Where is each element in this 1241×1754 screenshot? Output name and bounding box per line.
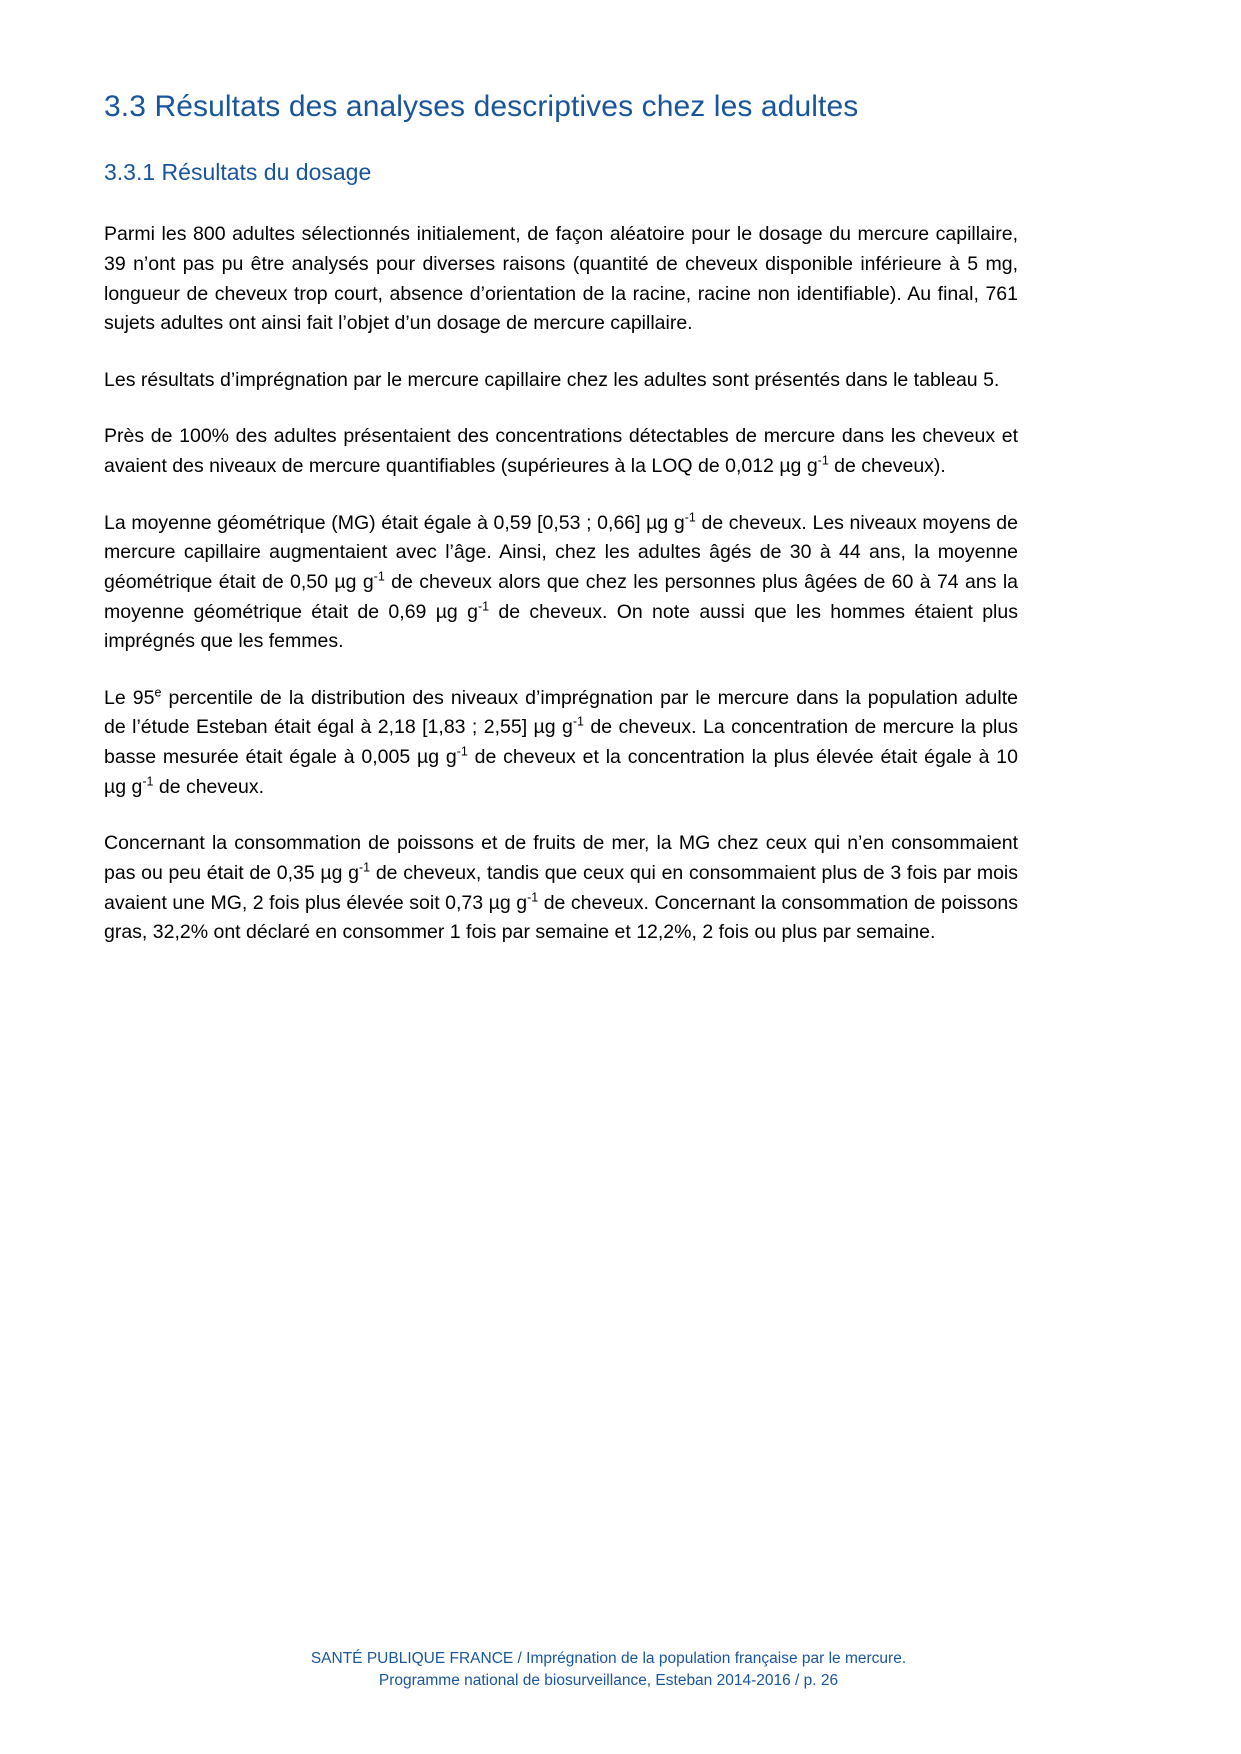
paragraph-results-reference [104, 366, 1018, 396]
section-heading: 3.3 Résultats des analyses descriptives chez les adultes [104, 90, 859, 123]
paragraph-text-b: de cheveux, tandis que ceux qui en consommaient plus de 3 fois par mois avaient une MG, 2 fois plus élevée soit 0,73 µg g [104, 861, 1019, 914]
superscript-exponent: -1 [373, 569, 385, 584]
paragraph-text-d: de cheveux. On note aussi que les hommes étaient plus imprégnés que les femmes. [104, 600, 1018, 653]
subsection-heading: 3.3.1 Résultats du dosage [104, 158, 372, 185]
paragraph-text-a: La moyenne géométrique (MG) était égale à 0,59 [0,53 ; 0,66] µg g [104, 511, 685, 534]
paragraph-text: Les résultats d’imprégnation par le mercure capillaire chez les adultes sont présentés dans le tableau 5. [104, 368, 1000, 391]
paragraph-text-a: Près de 100% des adultes présentaient des concentrations détectables de mercure dans les cheveux et avaient des niveaux de mercure quantifiables (supérieures à la LOQ de 0,012 µg g [104, 425, 1018, 477]
footer-line-1: SANTÉ PUBLIQUE FRANCE / Imprégnation de la population française par le mercure. [310, 1650, 907, 1667]
paragraph-text-a: Le 95 [104, 686, 155, 709]
page-footer [0, 1648, 1241, 1693]
paragraph-geometric-mean [104, 509, 1018, 657]
paragraph-percentile [104, 684, 1018, 803]
paragraph-detectable-concentrations [104, 422, 1018, 481]
paragraph-text-c: de cheveux. La concentration de mercure la plus basse mesurée était égale à 0,005 µg g [104, 716, 1018, 768]
paragraph-fish-consumption [104, 829, 1018, 948]
superscript-ordinal: e [154, 685, 162, 700]
paragraph-text-e: de cheveux. [153, 775, 265, 798]
superscript-exponent: -1 [817, 453, 829, 468]
superscript-exponent: -1 [477, 599, 490, 613]
superscript-exponent: -1 [684, 510, 696, 525]
paragraph-text-c: de cheveux alors que chez les personnes plus âgées de 60 à 74 ans la moyenne géométrique était de 0,69 µg g [104, 570, 1018, 623]
superscript-exponent: -1 [359, 860, 371, 875]
superscript-exponent: -1 [527, 890, 539, 904]
paragraph-text-b: de cheveux. Les niveaux moyens de mercure capillaire augmentaient avec l’âge. Ainsi, chez les adultes âgés de 30 à 44 ans, la moyenne géométrique était de 0,50 µg g [104, 511, 1018, 593]
superscript-exponent: -1 [572, 714, 584, 729]
page-content [104, 88, 1018, 948]
superscript-exponent: -1 [142, 774, 154, 789]
footer-line-2: Programme national de biosurveillance, Esteban 2014-2016 / p. 26 [378, 1672, 839, 1690]
paragraph-text-a: Concernant la consommation de poissons et de fruits de mer, la MG chez ceux qui n’en consommaient pas ou peu était de 0,35 µg g [104, 832, 1018, 884]
superscript-exponent: -1 [456, 744, 468, 759]
paragraph-text-d: de cheveux et la concentration la plus élevée était égale à 10 µg g [104, 746, 1019, 798]
paragraph-selection [104, 220, 1018, 339]
paragraph-text-c: de cheveux. Concernant la consommation de poissons gras, 32,2% ont déclaré en consommer 1 fois par semaine et 12,2%, 2 fois ou plus par semaine. [104, 891, 1018, 944]
paragraph-text: Parmi les 800 adultes sélectionnés initialement, de façon aléatoire pour le dosage du mercure capillaire, 39 n’ont pas pu être analysés pour diverses raisons (quantité de cheveux disponible inférieure à 5 mg, longueur de cheveux trop court, absence d’orientation de la racine, racine non identifiable). Au final, 761 sujets adultes ont ainsi fait l’objet d’un dosage de mercure capillaire. [104, 223, 1018, 335]
paragraph-text-b: de cheveux). [828, 455, 946, 477]
paragraph-text-b: percentile de la distribution des niveaux d’imprégnation par le mercure dans la population adulte de l’étude Esteban était égal à 2,18 [1,83 ; 2,55] µg g [104, 686, 1018, 739]
